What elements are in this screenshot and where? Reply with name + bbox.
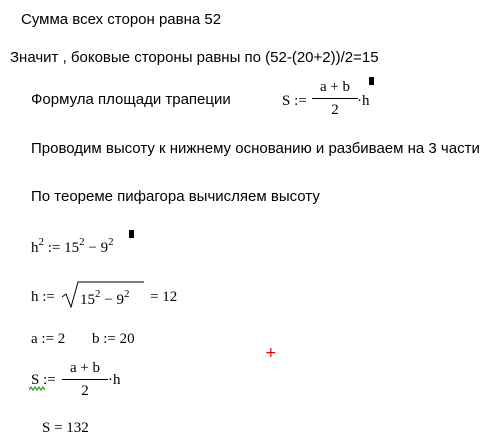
formula2-numerator: a + b	[69, 360, 101, 376]
formula2-rhs: ·h	[108, 372, 121, 388]
h-exponent: 2	[38, 236, 44, 248]
fraction2-bar	[62, 379, 108, 380]
b-assignment[interactable]: b := 20	[92, 331, 135, 347]
insertion-crosshair-icon: +	[265, 345, 277, 361]
height-text: Проводим высоту к нижнему основанию и разбиваем на 3 части	[31, 140, 480, 157]
exponent-9: 2	[108, 236, 114, 248]
formula2-lhs: S :=	[31, 372, 56, 388]
radicand-minus-9: − 9	[100, 292, 124, 308]
area-formula-label: Формула площади трапеции	[31, 91, 231, 108]
radicand-exp-15: 2	[95, 288, 101, 300]
sides-text: Значит , боковые стороны равны по (52-(20+2))/2=15	[10, 49, 379, 66]
formula-rhs: ·h	[357, 93, 370, 109]
h-result: = 12	[150, 289, 178, 305]
h-symbol: h	[31, 240, 39, 256]
formula2-fraction	[62, 359, 108, 400]
a-assignment[interactable]: a := 2	[31, 331, 66, 347]
pythagoras-text: По теореме пифагора вычисляем высоту	[31, 188, 320, 205]
sum-text: Сумма всех сторон равна 52	[21, 11, 222, 28]
radicand-exp-9: 2	[123, 288, 130, 300]
final-result[interactable]: S = 132	[42, 420, 89, 436]
formula2-denominator: 2	[81, 383, 89, 399]
h-lhs: h :=	[31, 289, 55, 305]
exponent-15: 2	[79, 236, 85, 248]
warning-squiggle-icon	[29, 386, 45, 392]
radicand-15: 15	[80, 292, 95, 308]
assign-15: := 15	[44, 240, 80, 256]
minus-9: − 9	[84, 240, 109, 256]
formula-numerator: a + b	[319, 79, 351, 95]
formula-fraction	[312, 78, 358, 119]
formula-lhs: S :=	[282, 93, 307, 109]
radicand	[80, 289, 129, 309]
edit-cursor-2	[129, 230, 134, 238]
h-squared-equation[interactable]	[31, 237, 114, 257]
edit-cursor	[369, 77, 374, 85]
formula-denominator: 2	[331, 102, 339, 118]
fraction-bar	[312, 98, 358, 99]
